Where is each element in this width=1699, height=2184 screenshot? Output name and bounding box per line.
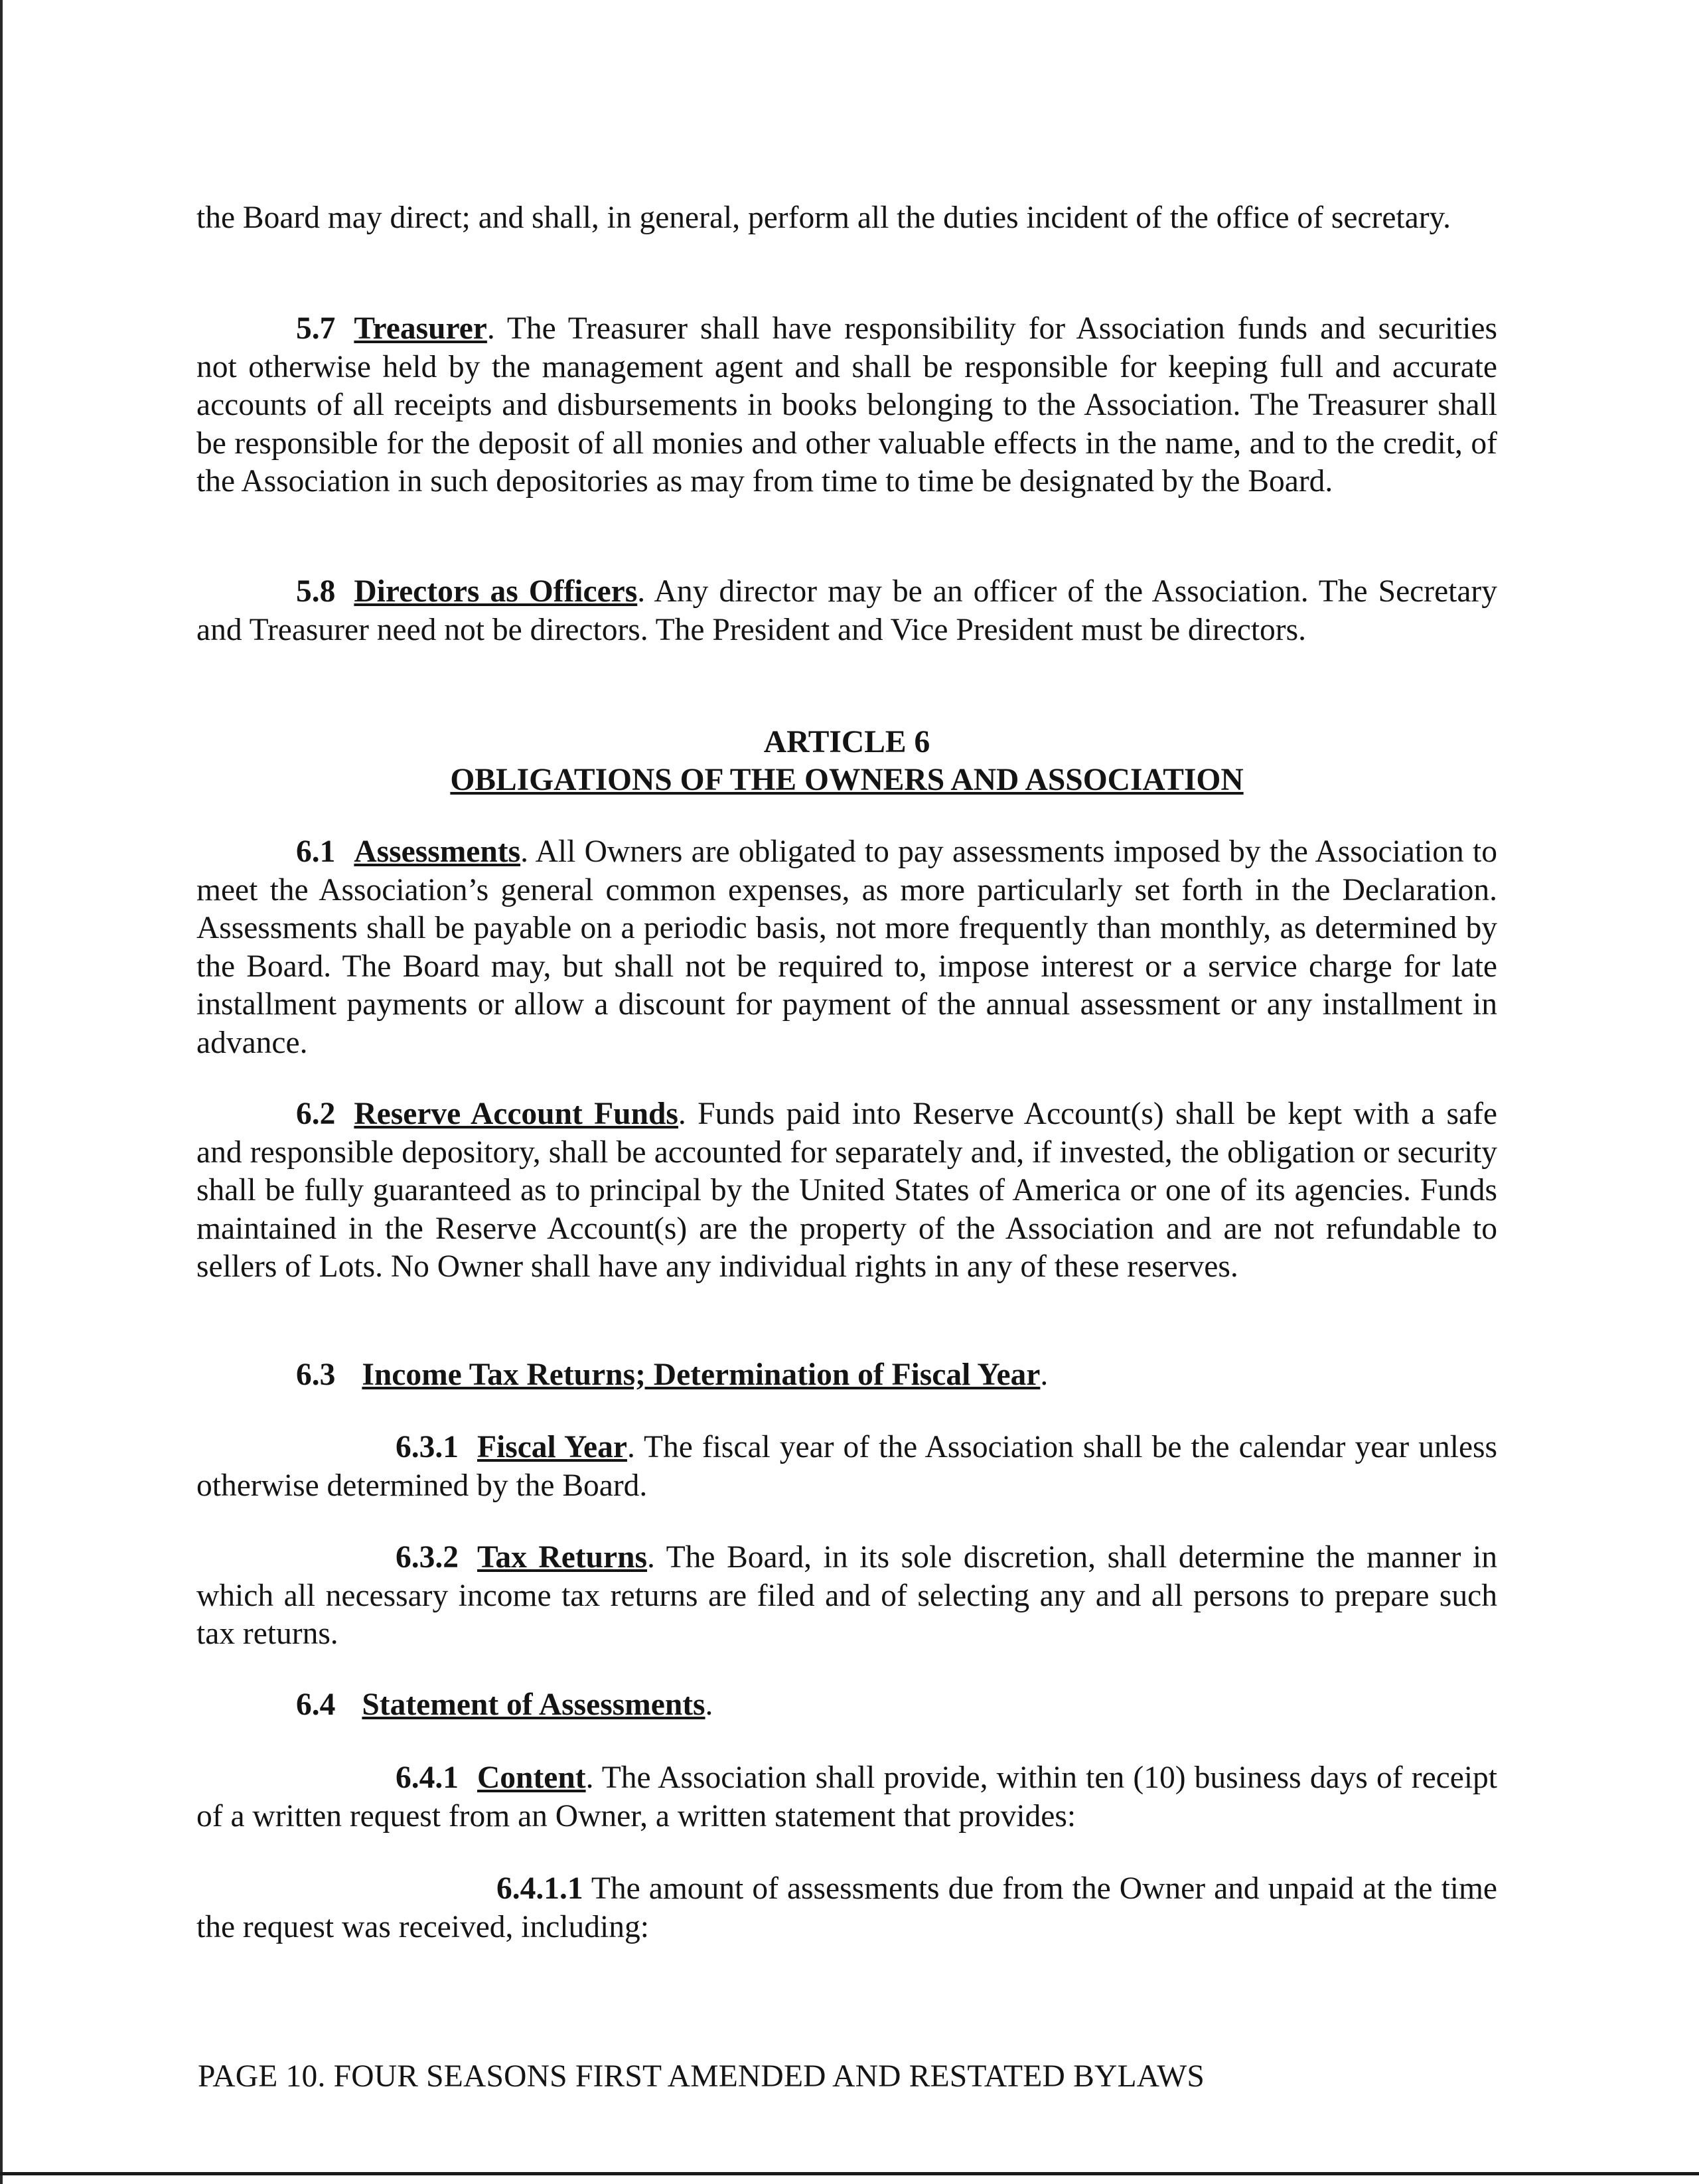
section-number: 6.3.2 xyxy=(396,1540,459,1575)
section-text: . The Board, in its sole discretion, shall determine the manner in which all necessary income tax returns are filed and of selecting any and all persons to prepare such tax returns. xyxy=(196,1540,1497,1651)
section-number: 5.7 xyxy=(296,311,336,346)
section-title: Tax Returns xyxy=(477,1540,648,1575)
section-6-4-1 xyxy=(196,1759,1497,1835)
scan-bottom-rule xyxy=(0,2172,1699,2175)
section-6-3 xyxy=(196,1356,1497,1395)
scan-left-edge xyxy=(0,0,3,2184)
section-title: Reserve Account Funds xyxy=(354,1097,678,1131)
section-text: The amount of assessments due from the Owner and unpaid at the time the request was received, including: xyxy=(196,1871,1497,1944)
section-6-3-1 xyxy=(196,1429,1497,1505)
section-text: . Any director may be an officer of the Association. The Secretary and Treasurer need not be directors. The President and Vice President must be directors. xyxy=(196,574,1498,647)
section-6-4 xyxy=(196,1686,1497,1725)
section-number: 6.3.1 xyxy=(396,1430,459,1464)
page-footer: PAGE 10. FOUR SEASONS FIRST AMENDED AND RESTATED BYLAWS xyxy=(198,2059,1205,2094)
section-number: 6.1 xyxy=(296,834,336,869)
section-text: . All Owners are obligated to pay assessments imposed by the Association to meet the Association’s general common expenses, as more particularly set forth in the Declaration. Assessments shall be payable on a periodic basis, not more frequently than monthly, as determined by the Board. The Board may, but shall not be required to, impose interest or a service charge for late installment payments or allow a discount for payment of the annual assessment or any installment in advance. xyxy=(196,834,1497,1060)
section-6-3-2 xyxy=(196,1539,1497,1654)
section-number: 5.8 xyxy=(296,574,336,609)
section-6-2 xyxy=(196,1095,1497,1287)
section-text: . The Association shall provide, within ten (10) business days of receipt of a written request from an Owner, a written statement that provides: xyxy=(196,1760,1497,1833)
article-title xyxy=(196,761,1497,800)
section-5-8 xyxy=(196,573,1497,649)
section-text: . The Treasurer shall have responsibility for Association funds and securities not otherwise held by the management agent and shall be responsible for keeping full and accurate accounts of all receipts and disbursements in books belonging to the Association. The Treasurer shall be responsible for the deposit of all monies and other valuable effects in the name, and to the credit, of the Association in such depositories as may from time to time be designated by the Board. xyxy=(196,311,1497,499)
intro-paragraph xyxy=(196,199,1497,238)
section-text: . Funds paid into Reserve Account(s) shall be kept with a safe and responsible depository, shall be accounted for separately and, if invested, the obligation or security shall be fully guaranteed as to principal by the United States of America or one of its agencies. Funds maintained in the Reserve Account(s) are the property of the Association and are not refundable to sellers of Lots. No Owner shall have any individual rights in any of these reserves. xyxy=(196,1097,1497,1284)
section-number: 6.3 xyxy=(296,1358,336,1392)
section-title: Assessments xyxy=(354,834,521,869)
section-number: 6.4 xyxy=(296,1687,336,1722)
section-text: . xyxy=(705,1687,713,1722)
intro-text: the Board may direct; and shall, in general, perform all the duties incident of the office of secretary. xyxy=(196,200,1451,235)
section-text: . xyxy=(1040,1358,1049,1392)
section-text: . The fiscal year of the Association shall be the calendar year unless otherwise determined by the Board. xyxy=(196,1430,1497,1503)
section-number: 6.4.1.1 xyxy=(496,1871,583,1906)
section-title: Income Tax Returns; Determination of Fiscal Year xyxy=(362,1358,1041,1392)
section-title: Treasurer xyxy=(354,311,487,346)
section-title: Statement of Assessments xyxy=(362,1687,705,1722)
article-title-text: OBLIGATIONS OF THE OWNERS AND ASSOCIATION xyxy=(450,763,1244,797)
section-number: 6.2 xyxy=(296,1097,336,1131)
section-5-7 xyxy=(196,310,1497,501)
section-number: 6.4.1 xyxy=(396,1760,459,1795)
article-number: ARTICLE 6 xyxy=(763,725,930,759)
section-title: Fiscal Year xyxy=(477,1430,627,1464)
section-title: Content xyxy=(477,1760,586,1795)
section-6-4-1-1 xyxy=(196,1870,1497,1946)
section-6-1 xyxy=(196,833,1497,1062)
section-title: Directors as Officers xyxy=(354,574,638,609)
